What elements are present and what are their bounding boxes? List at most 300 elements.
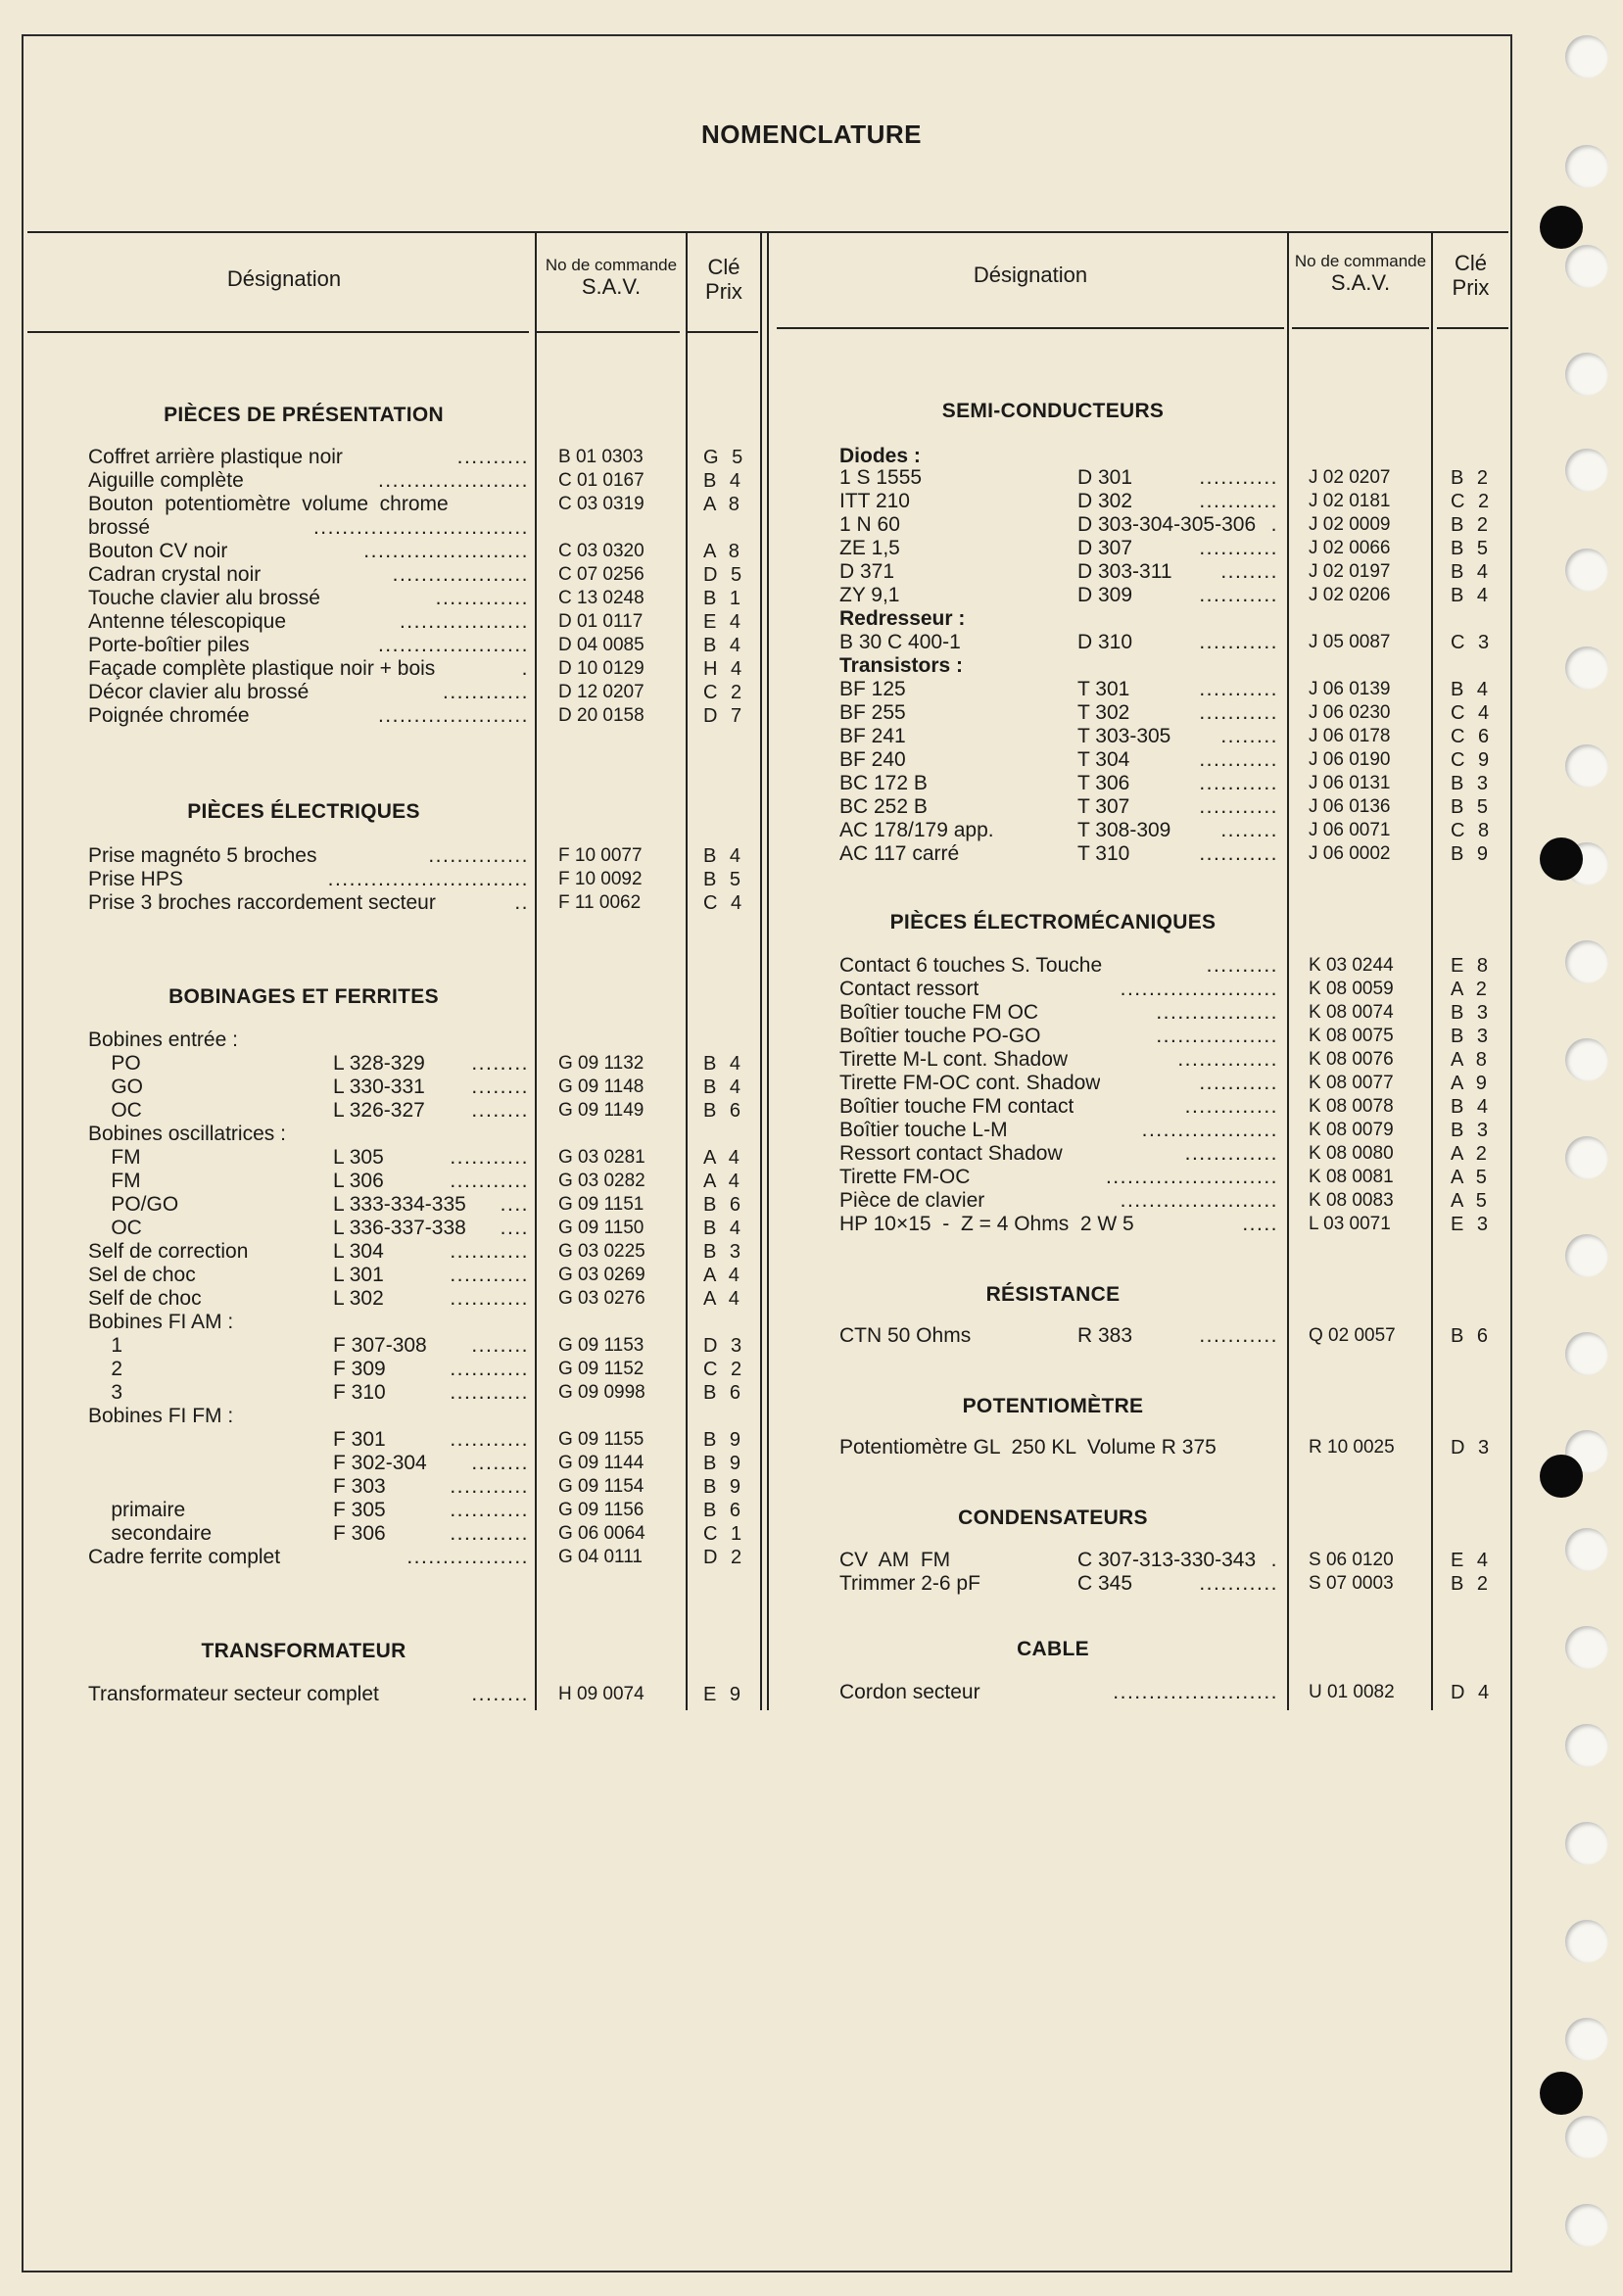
row-designation: primaire [88,1499,186,1521]
binder-hole [1565,35,1608,78]
table-row [0,584,1623,607]
binder-hole [1565,744,1608,788]
table-row [0,1358,1623,1381]
row-order-number: K 08 0077 [1309,1073,1394,1093]
table-row [0,1381,1623,1405]
row-leader-dots: ........... [1199,537,1278,559]
binder-hole [1565,1136,1608,1179]
table-row [0,1213,1623,1236]
row-leader-dots: .......... [1206,954,1278,977]
row-price-key: C 2 [703,682,746,703]
row-designation: Cadran crystal noir [88,563,262,586]
row-designation: 1 S 1555 [839,466,923,489]
table-row [0,1166,1623,1189]
row-price-key: B 4 [703,1053,745,1075]
row-designation: Bouton CV noir [88,540,228,562]
binder-hole [1565,1528,1608,1571]
row-order-number: K 08 0059 [1309,979,1394,999]
row-order-number: C 03 0319 [558,494,644,514]
row-order-number: G 09 1132 [558,1053,644,1074]
row-price-key: E 4 [703,611,745,633]
row-designation: Contact 6 touches S. Touche [839,954,1103,977]
row-price-key: D 3 [1451,1437,1494,1459]
row-price-key: C 6 [1451,726,1494,747]
row-order-number: F 10 0077 [558,845,643,866]
row-reference: D 309 [1077,584,1133,606]
row-price-key: B 4 [703,635,745,656]
row-designation: Boîtier touche L-M [839,1119,1008,1141]
row-designation: BF 255 [839,701,906,724]
row-order-number: L 03 0071 [1309,1214,1391,1234]
row-leader-dots: ........... [1199,1572,1278,1595]
row-leader-dots: ........ [471,1452,529,1474]
row-leader-dots: .. [514,891,529,914]
row-leader-dots: ........... [450,1287,529,1310]
row-leader-dots: ....................... [363,540,529,562]
row-price-key: A 2 [1451,979,1491,1000]
table-row [0,1287,1623,1311]
row-order-number: G 09 1144 [558,1453,644,1473]
row-reference: T 307 [1077,795,1130,818]
row-price-key: E 8 [1451,955,1493,977]
row-price-key: B 2 [1451,514,1493,536]
row-order-number: G 09 0998 [558,1382,645,1403]
binder-hole [1565,1332,1608,1375]
row-designation: BF 125 [839,678,906,700]
row-leader-dots: ........... [1199,772,1278,794]
header-bottom-rule-right-cmd [1292,327,1429,329]
binder-hole [1565,940,1608,983]
table-row [0,1072,1623,1095]
row-price-key: C 4 [703,892,746,914]
row-designation: 2 [88,1358,123,1380]
binder-hole [1565,2116,1608,2159]
row-order-number: D 12 0207 [558,682,644,702]
row-price-key: B 5 [703,869,745,890]
row-reference: L 336-337-338 [333,1217,466,1239]
row-order-number: K 08 0079 [1309,1120,1394,1140]
row-reference: C 345 [1077,1572,1133,1595]
table-row [0,1522,1623,1546]
row-order-number: G 09 1152 [558,1359,644,1379]
row-leader-dots: ........... [1199,842,1278,865]
header-commande-small: No de commande [545,256,678,274]
row-price-key: B 3 [1451,773,1493,794]
row-designation: ITT 210 [839,490,910,512]
row-order-number: J 06 0139 [1309,679,1391,699]
row-leader-dots: .................. [399,610,529,633]
header-commande-small: No de commande [1294,252,1427,270]
row-order-number: J 06 0178 [1309,726,1391,746]
row-order-number: K 08 0075 [1309,1026,1394,1046]
section-title: PIÈCES DE PRÉSENTATION [164,404,444,426]
row-order-number: G 03 0225 [558,1241,645,1262]
table-row [0,891,1623,915]
table-row [0,868,1623,891]
row-leader-dots: ........... [1199,1324,1278,1347]
header-commande-left [537,257,686,299]
row-order-number: C 03 0320 [558,541,644,561]
row-leader-dots: ........... [450,1264,529,1286]
row-order-number: J 06 0002 [1309,843,1391,864]
row-reference: D 302 [1077,490,1133,512]
row-price-key: D 3 [703,1335,746,1357]
row-leader-dots: .... [500,1217,529,1239]
row-price-key: B 4 [703,1218,745,1239]
row-designation: secondaire [88,1522,213,1545]
row-price-key: D 7 [703,705,746,727]
table-row [0,1549,1623,1572]
row-reference: F 309 [333,1358,386,1380]
row-designation: Trimmer 2-6 pF [839,1572,980,1595]
row-order-number: G 03 0276 [558,1288,645,1309]
row-designation: Bobines FI FM : [88,1405,234,1427]
row-designation: Façade complète plastique noir + bois [88,657,436,680]
binder-hole [1565,353,1608,396]
row-order-number: F 10 0092 [558,869,643,889]
table-row [0,466,1623,490]
row-price-key: B 3 [1451,1120,1493,1141]
row-leader-dots: ........... [1199,701,1278,724]
row-reference: L 304 [333,1240,384,1263]
row-designation: Self de correction [88,1240,249,1263]
binder-hole [1565,646,1608,690]
row-designation: Bobines oscillatrices : [88,1123,286,1145]
row-designation: CV AM FM [839,1549,951,1571]
row-designation: Contact ressort [839,978,979,1000]
row-designation: Tirette FM-OC [839,1166,971,1188]
row-price-key: C 2 [1451,491,1494,512]
row-price-key: B 6 [1451,1325,1493,1347]
row-leader-dots: ....................... [1113,1681,1278,1703]
row-leader-dots: .............................. [312,516,529,539]
row-designation: Décor clavier alu brossé [88,681,310,703]
row-leader-dots: ............. [1184,1095,1278,1118]
row-reference: T 308-309 [1077,819,1171,841]
row-reference: L 306 [333,1170,384,1192]
row-leader-dots: ................. [406,1546,529,1568]
row-designation: 1 [88,1334,123,1357]
row-leader-dots: ................. [1156,1025,1278,1047]
table-row [0,607,1623,631]
row-leader-dots: ............ [442,681,529,703]
row-designation: D 371 [839,560,895,583]
row-leader-dots: . [521,657,529,680]
row-designation: Ressort contact Shadow [839,1142,1063,1165]
row-reference: L 302 [333,1287,384,1310]
row-leader-dots: ........ [1220,560,1278,583]
row-designation: Redresseur : [839,607,966,630]
row-designation: brossé [88,516,151,539]
row-reference: T 303-305 [1077,725,1171,747]
table-row [0,748,1623,772]
row-price-key: C 8 [1451,820,1494,841]
row-order-number: K 08 0078 [1309,1096,1394,1117]
header-commande-big: S.A.V. [581,273,642,299]
row-leader-dots: ........... [1199,466,1278,489]
row-order-number: J 02 0206 [1309,585,1391,605]
row-leader-dots: ........... [450,1170,529,1192]
binder-hole [1565,1234,1608,1277]
row-order-number: J 06 0136 [1309,796,1391,817]
row-order-number: G 09 1150 [558,1218,644,1238]
table-row [0,1240,1623,1264]
binder-hole [1565,1920,1608,1963]
row-price-key: B 2 [1451,467,1493,489]
row-reference: F 306 [333,1522,386,1545]
row-reference: D 301 [1077,466,1133,489]
row-order-number: R 10 0025 [1309,1437,1395,1458]
row-leader-dots: ...................... [1120,978,1278,1000]
row-price-key: B 6 [703,1500,745,1521]
row-designation: BF 240 [839,748,906,771]
table-row [0,1405,1623,1428]
header-bottom-rule-left-des [27,331,529,333]
row-reference: F 301 [333,1428,386,1451]
table-row [0,513,1623,537]
row-leader-dots: ............. [1184,1142,1278,1165]
row-designation: Boîtier touche PO-GO [839,1025,1041,1047]
row-order-number: K 03 0244 [1309,955,1394,976]
row-designation: Tirette FM-OC cont. Shadow [839,1072,1101,1094]
row-reference: T 306 [1077,772,1130,794]
row-order-number: K 08 0080 [1309,1143,1394,1164]
binder-hole-punched [1540,206,1583,249]
header-designation-right: Désignation [973,263,1088,287]
table-row [0,631,1623,654]
row-price-key: C 9 [1451,749,1494,771]
row-price-key: B 9 [703,1429,745,1451]
row-order-number: D 20 0158 [558,705,644,726]
section-title: PIÈCES ÉLECTROMÉCANIQUES [889,911,1217,933]
section-title: BOBINAGES ET FERRITES [168,985,439,1008]
row-leader-dots: . [1270,1549,1278,1571]
row-price-key: D 4 [1451,1682,1494,1703]
row-leader-dots: ........................ [1105,1166,1278,1188]
table-row [0,1001,1623,1025]
header-prix-label: Prix [1452,275,1490,301]
row-leader-dots: . [1270,513,1278,536]
row-price-key: A 4 [703,1171,743,1192]
row-price-key: B 5 [1451,538,1493,559]
table-row [0,1681,1623,1704]
row-reference: L 333-334-335 [333,1193,466,1216]
row-order-number: G 09 1148 [558,1076,644,1097]
page-title: NOMENCLATURE [700,120,923,149]
row-leader-dots: .............. [428,844,529,867]
row-price-key: A 4 [703,1147,743,1169]
row-order-number: G 03 0269 [558,1265,645,1285]
row-designation: OC [88,1217,142,1239]
row-designation: BC 252 B [839,795,928,818]
header-bottom-rule-right-des [777,327,1284,329]
header-commande-right [1289,253,1432,295]
row-order-number: C 07 0256 [558,564,644,585]
binder-hole [1565,1038,1608,1081]
row-leader-dots: ................... [1141,1119,1278,1141]
row-designation: Porte-boîtier piles [88,634,250,656]
row-leader-dots: ........... [450,1358,529,1380]
row-leader-dots: ........ [1220,725,1278,747]
row-designation: FM [88,1146,141,1169]
row-reference: F 307-308 [333,1334,427,1357]
row-reference: F 303 [333,1475,386,1498]
row-order-number: D 04 0085 [558,635,644,655]
table-row [0,795,1623,819]
row-reference: T 302 [1077,701,1130,724]
row-designation: Prise 3 broches raccordement secteur [88,891,436,914]
row-price-key: A 8 [1451,1049,1491,1071]
binder-hole [1565,1724,1608,1767]
row-order-number: G 09 1149 [558,1100,644,1121]
row-leader-dots: ........ [471,1099,529,1122]
row-price-key: D 2 [703,1547,746,1568]
table-row [0,978,1623,1001]
row-price-key: B 4 [1451,585,1493,606]
row-designation: OC [88,1099,142,1122]
table-row [0,701,1623,725]
row-order-number: S 06 0120 [1309,1550,1394,1570]
header-bottom-rule-left-cle [688,331,758,333]
header-cle-label: Clé [1454,251,1487,275]
row-designation: Boîtier touche FM OC [839,1001,1039,1024]
row-designation: Antenne télescopique [88,610,286,633]
row-order-number: Q 02 0057 [1309,1325,1396,1346]
row-reference: T 304 [1077,748,1130,771]
row-designation: ZY 9,1 [839,584,900,606]
row-price-key: B 3 [1451,1026,1493,1047]
table-row [0,445,1623,468]
section-title: PIÈCES ÉLECTRIQUES [187,800,420,823]
table-row [0,1189,1623,1213]
row-leader-dots: ........ [471,1334,529,1357]
binder-hole-punched [1540,2072,1583,2115]
row-price-key: A 4 [703,1265,743,1286]
section-title: SEMI-CONDUCTEURS [941,400,1165,422]
header-commande-big: S.A.V. [1330,269,1391,295]
row-reference: T 310 [1077,842,1130,865]
row-price-key: H 4 [703,658,746,680]
binder-hole-punched [1540,837,1583,881]
row-order-number: J 02 0066 [1309,538,1391,558]
row-order-number: K 08 0083 [1309,1190,1394,1211]
row-order-number: K 08 0076 [1309,1049,1394,1070]
row-designation: ZE 1,5 [839,537,900,559]
row-order-number: G 06 0064 [558,1523,645,1544]
row-order-number: G 03 0281 [558,1147,645,1168]
row-order-number: U 01 0082 [1309,1682,1395,1702]
table-row [0,1324,1623,1348]
table-row [0,490,1623,513]
row-designation: Bobines FI AM : [88,1311,234,1333]
row-price-key: A 9 [1451,1073,1491,1094]
row-reference: D 303-311 [1077,560,1172,583]
binder-hole [1565,1822,1608,1865]
row-designation: Prise magnéto 5 broches [88,844,317,867]
row-order-number: J 06 0131 [1309,773,1391,793]
row-designation: Boîtier touche FM contact [839,1095,1074,1118]
row-designation: BC 172 B [839,772,928,794]
row-reference: F 310 [333,1381,386,1404]
row-price-key: D 5 [703,564,746,586]
row-price-key: C 2 [703,1359,746,1380]
row-designation: B 30 C 400-1 [839,631,961,653]
binder-hole [1565,2204,1608,2247]
row-order-number: G 09 1153 [558,1335,644,1356]
row-order-number: G 03 0282 [558,1171,645,1191]
row-order-number: C 01 0167 [558,470,644,491]
row-leader-dots: ........... [1199,490,1278,512]
row-price-key: A 8 [703,541,743,562]
row-leader-dots: ..................... [377,469,529,492]
row-leader-dots: ................. [1156,1001,1278,1024]
row-price-key: B 4 [703,470,745,492]
row-leader-dots: ........ [1220,819,1278,841]
row-order-number: G 09 1154 [558,1476,644,1497]
row-leader-dots: ........... [1199,1072,1278,1094]
row-price-key: B 4 [1451,561,1493,583]
row-order-number: G 04 0111 [558,1547,643,1567]
row-order-number: D 10 0129 [558,658,644,679]
row-price-key: A 8 [703,494,743,515]
row-leader-dots: ...................... [1120,1189,1278,1212]
row-reference: L 305 [333,1146,384,1169]
header-designation-left: Désignation [226,266,342,291]
row-designation: FM [88,1170,141,1192]
table-row [0,1264,1623,1287]
header-bottom-rule-left-cmd [537,331,680,333]
row-designation: AC 178/179 app. [839,819,994,841]
binder-hole [1565,2018,1608,2061]
row-price-key: E 9 [703,1684,745,1705]
row-leader-dots: ........... [450,1381,529,1404]
row-designation: Transistors : [839,654,964,677]
row-order-number: H 09 0074 [558,1684,644,1704]
row-price-key: B 6 [703,1100,745,1122]
row-price-key: B 4 [1451,1096,1493,1118]
row-reference: L 328-329 [333,1052,425,1075]
table-row [0,1436,1623,1459]
row-leader-dots: ............. [435,587,529,609]
row-leader-dots: .......... [456,446,529,468]
row-designation: 3 [88,1381,123,1404]
row-leader-dots: ........... [1199,795,1278,818]
row-leader-dots: ........... [1199,584,1278,606]
row-order-number: J 02 0197 [1309,561,1391,582]
section-title: CABLE [1017,1638,1089,1660]
row-designation: Sel de choc [88,1264,196,1286]
row-order-number: D 01 0117 [558,611,644,632]
row-price-key: C 1 [703,1523,746,1545]
table-row [0,1142,1623,1166]
row-reference: R 383 [1077,1324,1133,1347]
row-order-number: J 02 0207 [1309,467,1391,488]
row-designation: Pièce de clavier [839,1189,985,1212]
row-leader-dots: .............. [1177,1048,1278,1071]
row-leader-dots: ........ [471,1052,529,1075]
binder-hole [1565,145,1608,188]
row-price-key: B 6 [703,1382,745,1404]
row-order-number: K 08 0074 [1309,1002,1394,1023]
row-price-key: C 4 [1451,702,1494,724]
row-reference: F 305 [333,1499,386,1521]
binder-hole [1565,449,1608,492]
table-row [0,1572,1623,1596]
row-leader-dots: ........... [1199,678,1278,700]
binder-hole [1565,1626,1608,1669]
row-designation: Potentiomètre GL 250 KL Volume R 375 [839,1436,1217,1459]
binder-hole-punched [1540,1455,1583,1498]
